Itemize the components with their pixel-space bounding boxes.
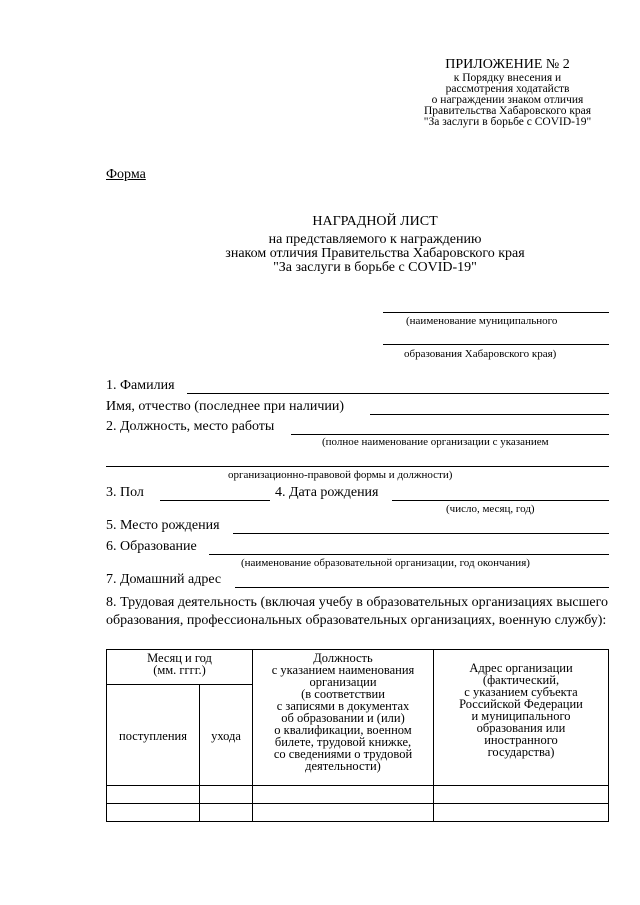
position-hint-2: организационно-правовой формы и должности)	[228, 469, 453, 481]
sex-field[interactable]	[160, 500, 270, 501]
start-header: поступления	[107, 685, 200, 786]
address-label: 7. Домашний адрес	[106, 572, 222, 587]
table-row	[107, 786, 609, 804]
birth-date-label: 4. Дата рождения	[275, 485, 379, 500]
table-cell[interactable]	[253, 786, 434, 804]
education-field[interactable]	[209, 554, 609, 555]
appendix-title: ПРИЛОЖЕНИЕ № 2	[445, 57, 570, 72]
end-header: ухода	[200, 685, 253, 786]
address-header: Адрес организации (фактический, с указанием субъекта Российской Федерации и муниципального образования или иностранного государства)	[434, 650, 609, 786]
table-cell[interactable]	[107, 786, 200, 804]
table-cell[interactable]	[200, 804, 253, 822]
sex-label: 3. Пол	[106, 485, 144, 500]
education-label: 6. Образование	[106, 539, 197, 554]
document-title: НАГРАДНОЙ ЛИСТ	[312, 214, 438, 229]
table-cell[interactable]	[434, 786, 609, 804]
table-row	[107, 804, 609, 822]
education-hint: (наименование образовательной организации, год окончания)	[241, 557, 530, 569]
table-cell[interactable]	[107, 804, 200, 822]
subtitle-line: "За заслуги в борьбе с COVID-19"	[273, 260, 477, 275]
municipality-hint-1: (наименование муниципального	[406, 315, 558, 327]
birth-place-label: 5. Место рождения	[106, 518, 220, 533]
appendix-line: "За заслуги в борьбе с COVID-19"	[423, 116, 592, 128]
appendix-block	[395, 56, 620, 128]
surname-label: 1. Фамилия	[106, 378, 175, 393]
subtitle-line: на представляемого к награждению	[268, 232, 482, 247]
appendix-line: Правительства Хабаровского края	[423, 105, 592, 117]
municipality-line-2[interactable]	[383, 344, 609, 345]
appendix-line: рассмотрения ходатайств	[445, 83, 570, 95]
surname-field[interactable]	[187, 393, 609, 394]
name-field[interactable]	[370, 414, 609, 415]
birth-place-field[interactable]	[233, 533, 609, 534]
municipality-hint-2: образования Хабаровского края)	[404, 348, 557, 360]
position-header: Должность с указанием наименования организации (в соответствии с записями в документах об образовании и (или) о квалификации, военном билете, трудовой книжке, со сведениями о трудовой деятельности)	[253, 650, 434, 786]
address-field[interactable]	[235, 587, 609, 588]
position-field-2[interactable]	[106, 466, 609, 467]
birth-date-hint: (число, месяц, год)	[446, 503, 535, 515]
position-hint-1: (полное наименование организации с указанием	[322, 436, 549, 448]
position-field[interactable]	[291, 434, 609, 435]
name-label: Имя, отчество (последнее при наличии)	[106, 399, 345, 414]
table-cell[interactable]	[200, 786, 253, 804]
document-subtitle	[110, 233, 640, 275]
table-cell[interactable]	[434, 804, 609, 822]
table-cell[interactable]	[253, 804, 434, 822]
appendix-line: к Порядку внесения и	[453, 72, 562, 84]
birth-date-field[interactable]	[392, 500, 609, 501]
form-label: Форма	[106, 167, 146, 182]
subtitle-line: знаком отличия Правительства Хабаровского края	[225, 246, 525, 261]
position-label: 2. Должность, место работы	[106, 419, 275, 434]
appendix-line: о награждении знаком отличия	[431, 94, 584, 106]
work-history-paragraph: 8. Трудовая деятельность (включая учебу в образовательных организациях высшего образования, профессиональных образовательных организациях, военную службу):	[106, 595, 608, 628]
date-header: Месяц и год (мм. гггг.)	[107, 650, 253, 685]
municipality-line-1[interactable]	[383, 312, 609, 313]
work-history-table	[106, 649, 609, 822]
